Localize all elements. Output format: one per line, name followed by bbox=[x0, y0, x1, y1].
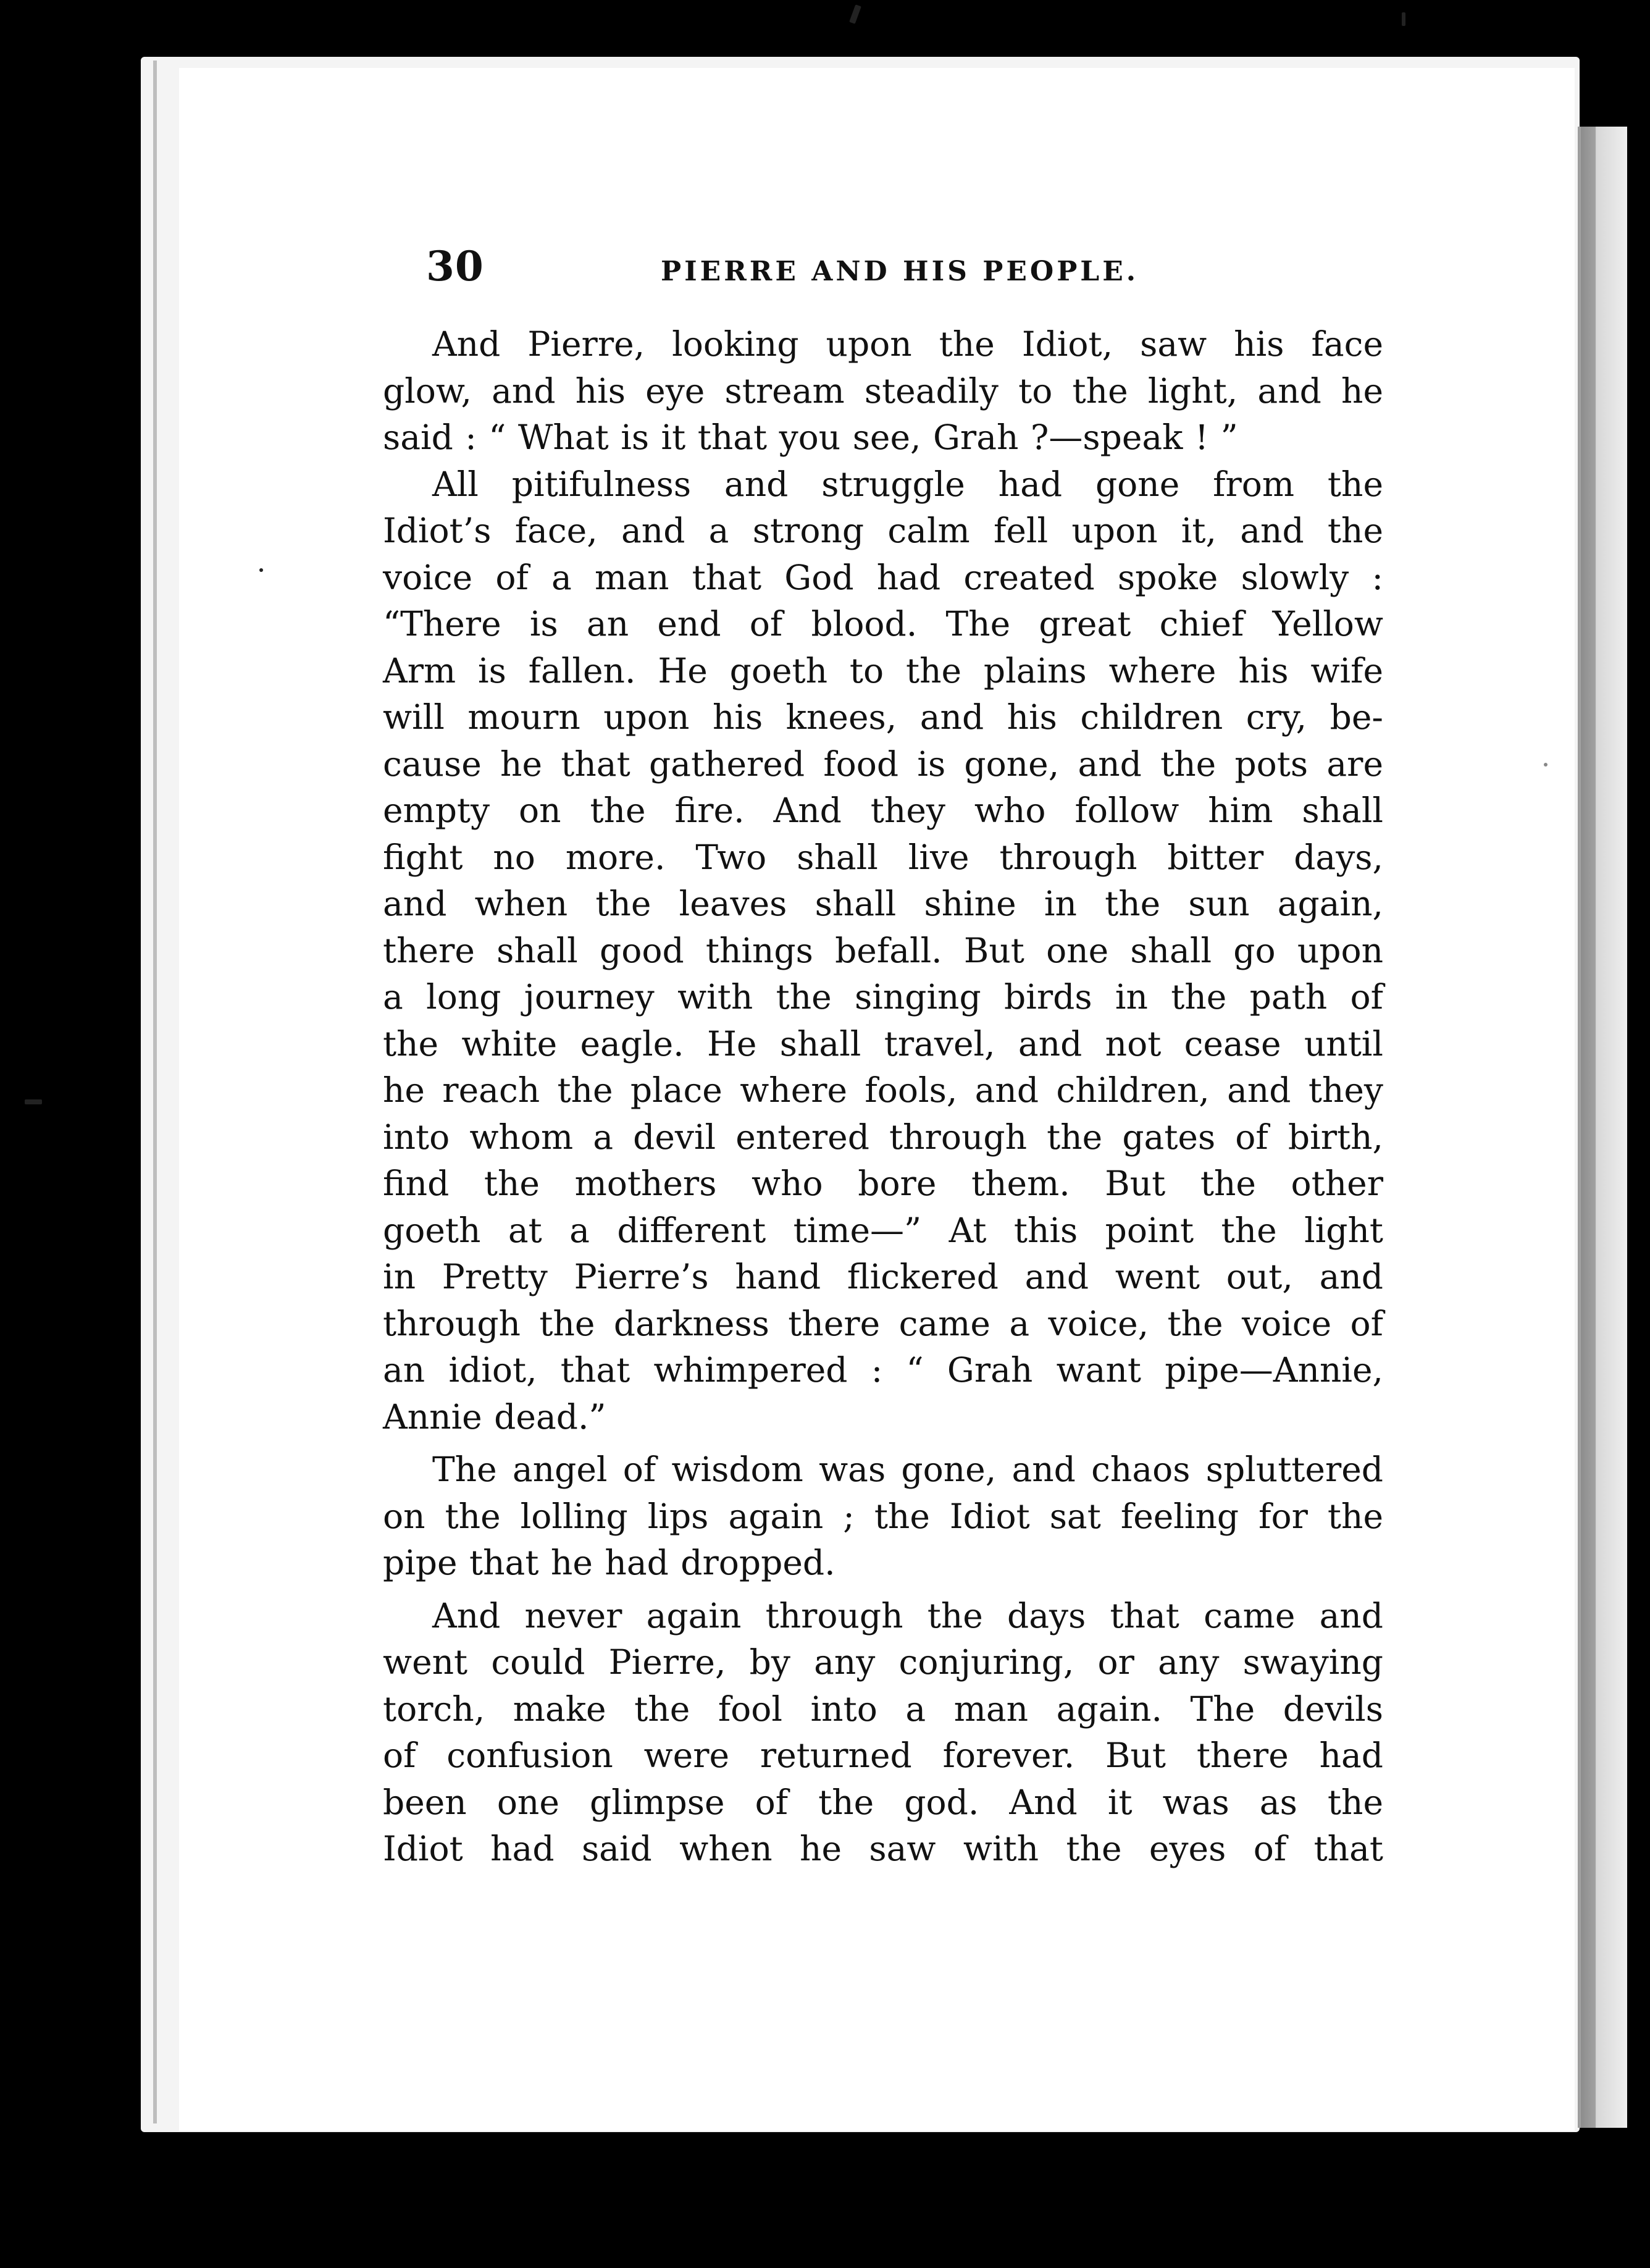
text-line: a long journey with the singing birds in the path of bbox=[383, 977, 1383, 1017]
text-line: And Pierre, looking upon the Idiot, saw his face bbox=[432, 324, 1383, 364]
text-line: there shall good things befall. But one shall go upon bbox=[383, 930, 1383, 970]
body-text bbox=[383, 321, 1383, 1873]
text-line: an idiot, that whimpered : “ Grah want pipe—Annie, bbox=[383, 1350, 1383, 1390]
text-line: torch, make the fool into a man again. The devils bbox=[383, 1689, 1383, 1729]
paragraph-gap bbox=[383, 1587, 1383, 1593]
text-line: the white eagle. He shall travel, and not cease until bbox=[383, 1023, 1383, 1064]
page-header bbox=[426, 242, 1155, 310]
text-line: into whom a devil entered through the gates of birth, bbox=[383, 1117, 1383, 1157]
text-line: Arm is fallen. He goeth to the plains where his wife bbox=[383, 650, 1383, 691]
scan-speck bbox=[259, 568, 263, 572]
text-line: cause he that gathered food is gone, and the pots are bbox=[383, 744, 1383, 784]
text-line: Idiot’s face, and a strong calm fell upon it, and the bbox=[383, 511, 1383, 550]
text-line: been one glimpse of the god. And it was as the bbox=[383, 1782, 1383, 1822]
page-number: 30 bbox=[426, 242, 484, 290]
text-line: on the lolling lips again ; the Idiot sat feeling for the bbox=[383, 1496, 1383, 1536]
text-line: All pitifulness and struggle had gone from the bbox=[432, 464, 1383, 504]
scan-speck bbox=[1402, 12, 1405, 26]
text-line: in Pretty Pierre’s hand flickered and went out, and bbox=[383, 1257, 1383, 1296]
paragraph bbox=[383, 1447, 1383, 1587]
text-line: find the mothers who bore them. But the other bbox=[383, 1164, 1383, 1203]
running-head: PIERRE AND HIS PEOPLE. bbox=[661, 256, 1139, 287]
text-line: went could Pierre, by any conjuring, or any swaying bbox=[383, 1642, 1383, 1682]
text-line: pipe that he had dropped. bbox=[383, 1543, 835, 1582]
text-line: glow, and his eye stream steadily to the light, and he bbox=[383, 371, 1383, 411]
text-line: “There is an end of blood. The great chief Yellow bbox=[383, 604, 1383, 644]
text-line: will mourn upon his knees, and his children cry, be- bbox=[383, 697, 1383, 737]
paragraph bbox=[383, 321, 1383, 461]
text-line: fight no more. Two shall live through bitter days, bbox=[383, 837, 1383, 877]
text-line: voice of a man that God had created spoke slowly : bbox=[383, 557, 1383, 597]
text-line: Annie dead.” bbox=[383, 1396, 606, 1437]
text-line: through the darkness there came a voice, the voice of bbox=[383, 1303, 1383, 1343]
paragraph bbox=[383, 461, 1383, 1441]
paragraph bbox=[383, 1593, 1383, 1873]
text-line: empty on the fire. And they who follow him shall bbox=[383, 791, 1383, 830]
paragraph-gap bbox=[383, 1440, 1383, 1447]
text-line: and when the leaves shall shine in the sun again, bbox=[383, 884, 1383, 923]
text-line: of confusion were returned forever. But there had bbox=[383, 1736, 1383, 1775]
scan-speck bbox=[1544, 763, 1547, 766]
page-binding-edge bbox=[153, 61, 157, 2123]
scan-speck bbox=[25, 1099, 42, 1104]
text-line: The angel of wisdom was gone, and chaos spluttered bbox=[432, 1450, 1383, 1489]
page-gutter-edge bbox=[1581, 127, 1596, 2128]
text-line: Idiot had said when he saw with the eyes of that bbox=[383, 1829, 1383, 1868]
text-line: goeth at a different time—” At this point the light bbox=[383, 1210, 1383, 1250]
text-line: And never again through the days that came and bbox=[432, 1595, 1383, 1636]
text-line: he reach the place where fools, and children, and they bbox=[383, 1070, 1383, 1110]
text-line: said : “ What is it that you see, Grah ?—speak ! ” bbox=[383, 418, 1238, 457]
